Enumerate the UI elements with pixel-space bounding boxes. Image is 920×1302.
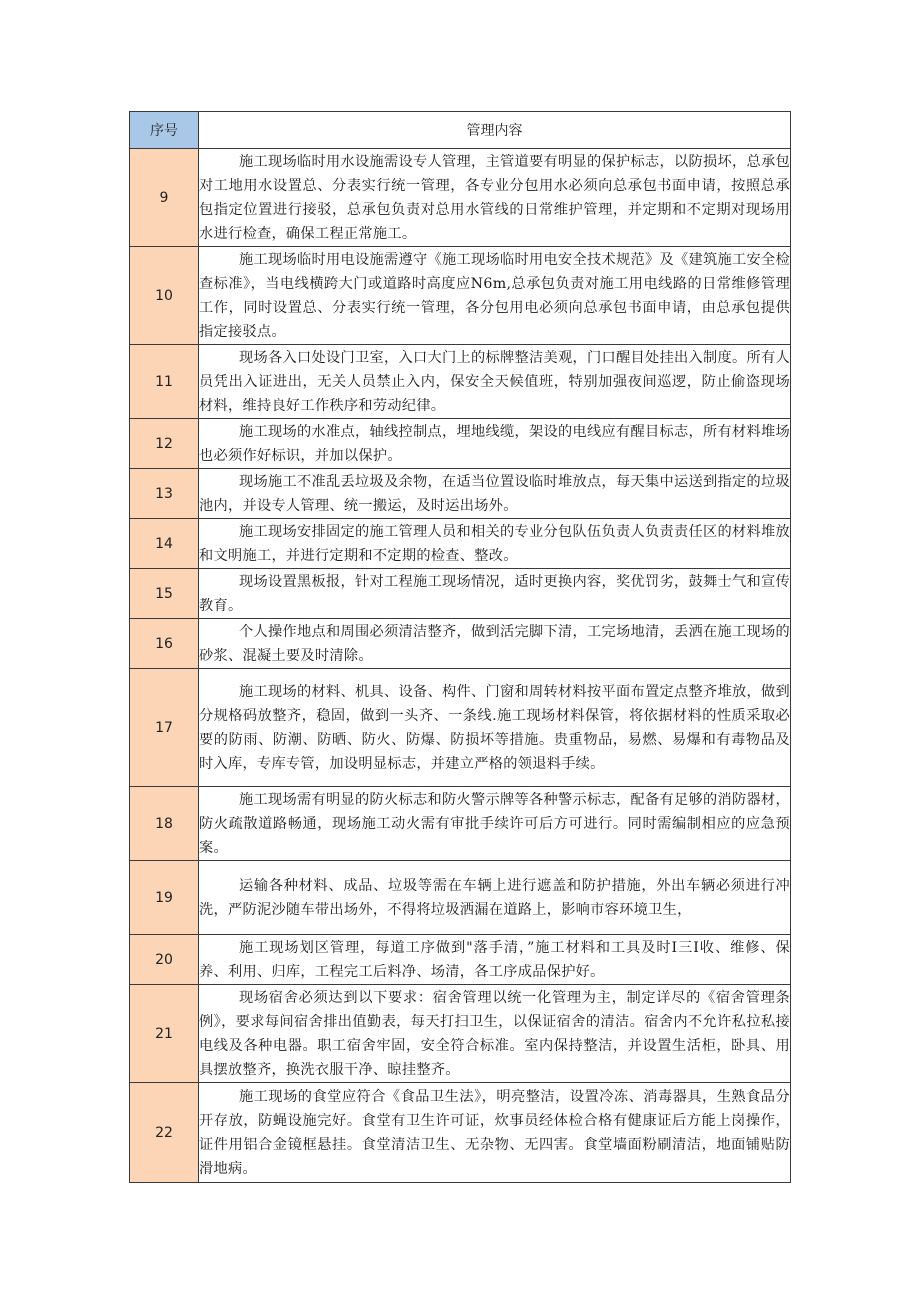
table-row (130, 247, 791, 345)
management-table (129, 111, 791, 1183)
row-number: 19 (130, 861, 199, 935)
row-content: 施工现场临时用水设施需设专人管理，主管道要有明显的保护标志，以防损坏，总承包对工地用水设置总、分表实行统一管理，各专业分包用水必须向总承包书面申请，按照总承包指定位置进行接驳，总承包负责对总用水管线的日常维护管理，并定期和不定期对现场用水进行检查，确保工程正常施工。 (199, 149, 791, 247)
row-number: 14 (130, 519, 199, 569)
row-content: 施工现场的食堂应符合《食品卫生法》，明亮整洁，设置冷冻、消毒器具，生熟食品分开存放，防蝇设施完好。食堂有卫生许可证，炊事员经体检合格有健康证后方能上岗操作，证件用铝合金镜框悬挂。食堂清洁卫生、无杂物、无四害。食堂墙面粉刷清洁，地面铺贴防滑地病。 (199, 1083, 791, 1183)
table-row (130, 149, 791, 247)
row-number: 21 (130, 985, 199, 1083)
table-row (130, 569, 791, 619)
row-number: 12 (130, 419, 199, 469)
table-row (130, 985, 791, 1083)
row-number: 10 (130, 247, 199, 345)
row-content: 施工现场的水准点，轴线控制点，埋地线缆，架设的电线应有醒目标志，所有材料堆场也必须作好标识，并加以保护。 (199, 419, 791, 469)
row-content: 现场设置黑板报，针对工程施工现场情况，适时更换内容，奖优罚劣，鼓舞士气和宣传教育。 (199, 569, 791, 619)
row-content: 个人操作地点和周围必须清洁整齐，做到活完脚下清，工完场地清，丢洒在施工现场的砂浆、混凝土要及时清除。 (199, 619, 791, 669)
table-row (130, 861, 791, 935)
row-content: 施工现场安排固定的施工管理人员和相关的专业分包队伍负责人负责责任区的材料堆放和文明施工，并进行定期和不定期的检查、整改。 (199, 519, 791, 569)
row-number: 11 (130, 345, 199, 419)
table-row (130, 787, 791, 861)
row-number: 18 (130, 787, 199, 861)
row-number: 20 (130, 935, 199, 985)
row-content: 现场各入口处设门卫室，入口大门上的标牌整洁美观，门口醒目处挂出入制度。所有人员凭出入证进出，无关人员禁止入内，保安全天候值班，特别加强夜间巡逻，防止偷盗现场材料，维持良好工作秩序和劳动纪律。 (199, 345, 791, 419)
table-row (130, 619, 791, 669)
row-content: 施工现场划区管理，每道工序做到"落手清，”施工材料和工具及时I三I收、维修、保养、利用、归库，工程完工后料净、场清，各工序成品保护好。 (199, 935, 791, 985)
row-content: 运输各种材料、成品、垃圾等需在车辆上进行遮盖和防护措施，外出车辆必须进行冲洗，严防泥沙随车带出场外，不得将垃圾洒漏在道路上，影响市容环境卫生， (199, 861, 791, 935)
table-header-row (130, 112, 791, 149)
row-number: 22 (130, 1083, 199, 1183)
table-row (130, 469, 791, 519)
table-row (130, 1083, 791, 1183)
row-content: 现场宿舍必须达到以下要求：宿舍管理以统一化管理为主，制定详尽的《宿舍管理条例》，要求每间宿舍排出值勤表，每天打扫卫生，以保证宿舍的清洁。宿舍内不允许私拉私接电线及各种电器。职工宿舍牢固，安全符合标准。室内保持整洁，并设置生活柜，卧具、用具摆放整齐，换洗衣服干净、晾挂整齐。 (199, 985, 791, 1083)
row-number: 13 (130, 469, 199, 519)
row-content: 施工现场临时用电设施需遵守《施工现场临时用电安全技术规范》及《建筑施工安全检查标准》，当电线横跨大门或道路时高度应N6m,总承包负责对施工用电线路的日常维修管理工作，同时设置总、分表实行统一管理，各分包用电必须向总承包书面申请，由总承包提供指定接驳点。 (199, 247, 791, 345)
table-row (130, 345, 791, 419)
row-content: 现场施工不准乱丢垃圾及余物，在适当位置设临时堆放点，每天集中运送到指定的垃圾池内，并设专人管理、统一搬运，及时运出场外。 (199, 469, 791, 519)
table-row (130, 669, 791, 787)
table-row (130, 935, 791, 985)
row-number: 16 (130, 619, 199, 669)
row-content: 施工现场需有明显的防火标志和防火警示牌等各种警示标志，配备有足够的消防器材，防火疏散道路畅通，现场施工动火需有审批手续许可后方可进行。同时需编制相应的应急预案。 (199, 787, 791, 861)
row-number: 15 (130, 569, 199, 619)
column-header-num: 序号 (130, 112, 199, 149)
row-number: 9 (130, 149, 199, 247)
row-number: 17 (130, 669, 199, 787)
table-row (130, 419, 791, 469)
table-row (130, 519, 791, 569)
row-content: 施工现场的材料、机具、设备、构件、门窗和周转材料按平面布置定点整齐堆放，做到分规格码放整齐，稳固，做到一头齐、一条线.施工现场材料保管，将依据材料的性质采取必要的防雨、防潮、防晒、防火、防爆、防损坏等措施。贵重物品，易燃、易爆和有毒物品及时入库，专库专管，加设明显标志，并建立严格的领退料手续。 (199, 669, 791, 787)
column-header-content: 管理内容 (199, 112, 791, 149)
